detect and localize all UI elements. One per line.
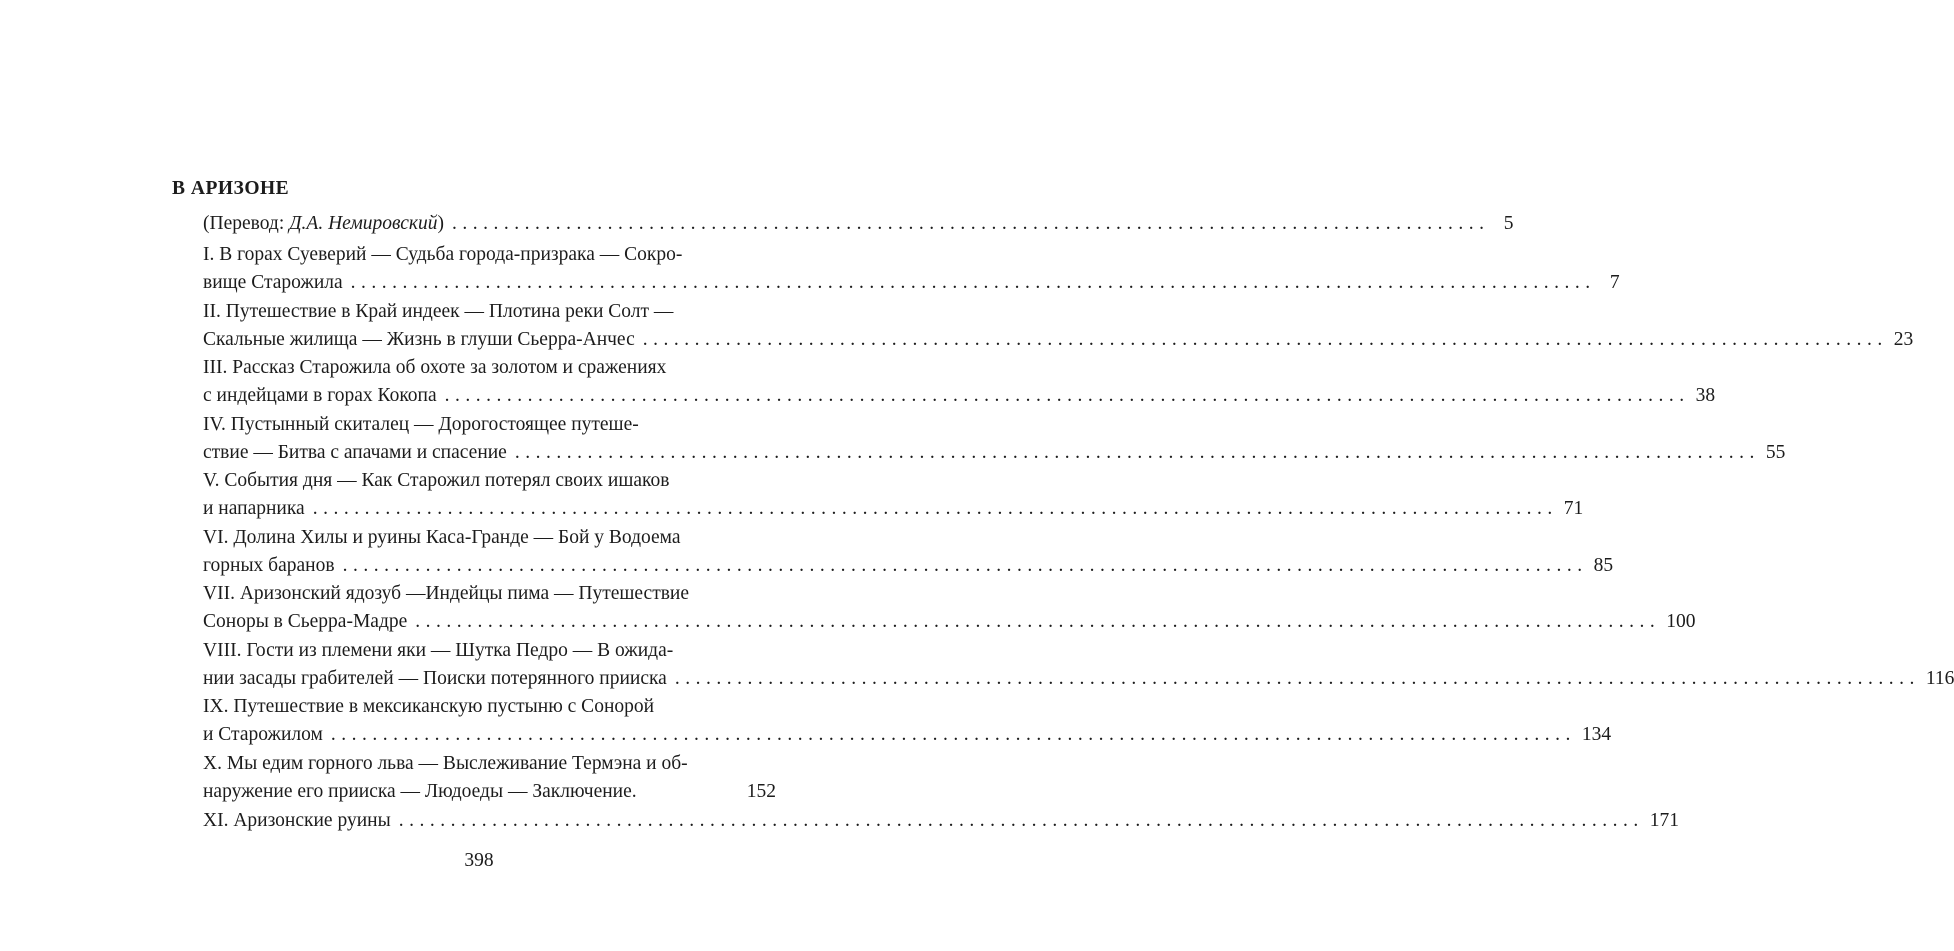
toc-entry-line xyxy=(203,608,1696,636)
leader-dots: ........................................................................................................................ xyxy=(330,724,1576,745)
toc-entry-line xyxy=(203,326,1914,354)
toc-entry-line: X. Мы едим горного льва — Выслеживание Термэна и об- xyxy=(203,753,688,774)
toc-entry-text: нии засады грабителей — Поиски потерянного прииска xyxy=(203,668,667,689)
toc-entry xyxy=(203,807,1679,835)
toc-entry-text: и Старожилом xyxy=(203,724,323,745)
page-number: 85 xyxy=(1593,555,1614,576)
leader-dots: .................................................................................................... xyxy=(452,213,1490,234)
toc-entry-line: IV. Пустынный скиталец — Дорогостоящее путеше- xyxy=(203,414,639,435)
toc-entry xyxy=(203,354,1716,410)
toc-entry-text: XI. Аризонские руины xyxy=(203,810,391,831)
leader-dots: ........................................................................................................................ xyxy=(398,810,1644,831)
toc-entry-line: VII. Аризонский ядозуб —Индейцы пима — Путешествие xyxy=(203,583,690,604)
page-number: 134 xyxy=(1581,724,1612,745)
leader-dots: ........................................................................................................................ xyxy=(312,498,1558,519)
toc-entry-line: VI. Долина Хилы и руины Каса-Гранде — Бой у Водоема xyxy=(203,527,681,548)
page-number: 38 xyxy=(1695,385,1716,406)
toc-entry-line xyxy=(203,665,1954,693)
page-number: 23 xyxy=(1893,329,1914,350)
toc-entry xyxy=(203,241,1620,297)
toc-entry-text: с индейцами в горах Кокопа xyxy=(203,385,437,406)
toc-entry-line: IX. Путешествие в мексиканскую пустыню с Сонорой xyxy=(203,696,655,717)
toc-entry-line xyxy=(203,778,776,806)
page-number: 116 xyxy=(1925,668,1954,689)
toc-entry xyxy=(203,298,1914,354)
toc-entry-text: горных баранов xyxy=(203,555,335,576)
page-number: 152 xyxy=(746,781,776,802)
leader-dots: ........................................................................................................................ xyxy=(674,668,1920,689)
toc-entry-line xyxy=(203,495,1584,523)
toc-entry xyxy=(203,693,1612,749)
leader-dots: ........................................................................................................................ xyxy=(642,329,1888,350)
toc-entry-line: I. В горах Суеверий — Судьба города-призрака — Сокро- xyxy=(203,244,683,265)
toc-entry-line xyxy=(203,552,1614,580)
toc-entry-line: III. Рассказ Старожила об охоте за золотом и сражениях xyxy=(203,357,667,378)
toc-entry-line xyxy=(203,721,1612,749)
toc-entry-line xyxy=(203,269,1620,297)
toc-entry-line: VIII. Гости из племени яки — Шутка Педро — В ожида- xyxy=(203,640,674,661)
page-number: 7 xyxy=(1609,272,1620,293)
page-number: 100 xyxy=(1666,611,1696,632)
leader-dots: ........................................................................................................................ xyxy=(514,442,1760,463)
page-number: 171 xyxy=(1649,810,1679,831)
leader-dots: ........................................................................................................................ xyxy=(342,555,1588,576)
toc-entry xyxy=(203,580,1696,636)
toc-entry-translation xyxy=(203,210,1514,238)
toc-entry-line: V. События дня — Как Старожил потерял своих ишаков xyxy=(203,470,670,491)
leader-dots: ........................................................................................................................ xyxy=(444,385,1690,406)
toc-entry-text: Соноры в Сьерра-Мадре xyxy=(203,611,408,632)
toc-entry-line xyxy=(203,807,1679,835)
toc-entry-text: ствие — Битва с апачами и спасение xyxy=(203,442,507,463)
page-number: 5 xyxy=(1503,213,1514,234)
toc-entry xyxy=(203,637,1954,693)
toc-entry xyxy=(203,467,1584,523)
section-title: В АРИЗОНЕ xyxy=(172,178,290,199)
toc-entry-text: вище Старожила xyxy=(203,272,343,293)
translation-credit: (Перевод: Д.А. Немировский) xyxy=(203,213,444,234)
leader-dots: ........................................................................................................................ xyxy=(415,611,1661,632)
translator-name: Д.А. Немировский xyxy=(289,213,438,234)
toc-entry-line xyxy=(203,439,1786,467)
toc-entry-line xyxy=(203,382,1716,410)
toc-entry-line: II. Путешествие в Край индеек — Плотина реки Солт — xyxy=(203,301,674,322)
toc-entry xyxy=(203,411,1786,467)
toc-entry-text: и напарника xyxy=(203,498,305,519)
page-number: 71 xyxy=(1563,498,1584,519)
toc-entry-text: наружение его прииска — Людоеды — Заключение. xyxy=(203,781,637,802)
folio-page-number: 398 xyxy=(464,850,494,871)
toc-entry xyxy=(203,750,776,806)
page-number: 55 xyxy=(1765,442,1786,463)
toc-entry-text: Скальные жилища — Жизнь в глуши Сьерра-Анчес xyxy=(203,329,635,350)
leader-dots: ........................................................................................................................ xyxy=(350,272,1596,293)
toc-entry xyxy=(203,524,1614,580)
